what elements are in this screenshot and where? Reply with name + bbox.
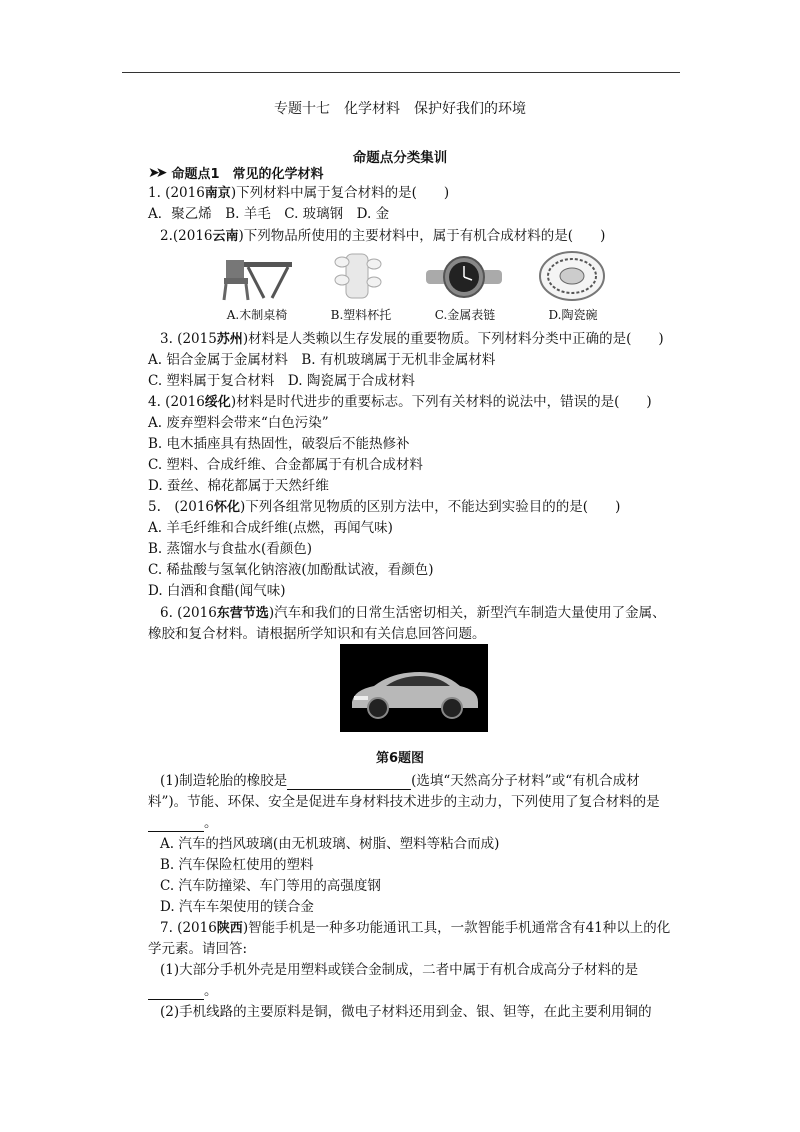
wooden-table-chair-icon: [216, 250, 296, 302]
page-title: 专题十七 化学材料 保护好我们的环境: [274, 101, 526, 117]
question-6-option: D. 汽车车架使用的镁合金: [160, 899, 314, 915]
question-4-stem: 4. (2016绥化)材料是时代进步的重要标志。下列有关材料的说法中，错误的是( ): [148, 394, 652, 410]
question-source: 怀化: [214, 500, 241, 515]
topic-point-heading: [148, 163, 324, 182]
double-chevron-icon: ➤➤: [148, 164, 164, 181]
question-source: 苏州: [216, 332, 243, 347]
question-7-sub1: (1)大部分手机外壳是用塑料或镁合金制成，二者中属于有机合成高分子材料的是: [160, 962, 639, 978]
question-7-stem-cont: 学元素。请回答:: [148, 941, 248, 957]
question-source: 云南: [212, 229, 239, 244]
question-4-option: B. 电木插座具有热固性，破裂后不能热修补: [148, 436, 410, 452]
figure-caption: A.木制桌椅: [226, 308, 288, 322]
question-6-stem: 6. (2016东营节选)汽车和我们的日常生活密切相关，新型汽车制造大量使用了金属、: [160, 605, 666, 621]
question-4-option: C. 塑料、合成纤维、合金都属于有机合成材料: [148, 457, 423, 473]
metal-watch-icon: [424, 250, 504, 302]
car-icon: [340, 644, 488, 732]
figure-caption: C.金属表链: [434, 308, 496, 322]
figure-caption: D.陶瓷碗: [548, 308, 598, 322]
question-1-options: A．聚乙烯 B. 羊毛 C. 玻璃钢 D. 金: [148, 206, 390, 222]
answer-blank[interactable]: [148, 817, 204, 832]
question-5-option: D. 白酒和食醋(闻气味): [148, 583, 286, 599]
figure-caption-q6: 第6题图: [375, 751, 425, 766]
question-1-stem: 1. (2016南京)下列材料中属于复合材料的是( ): [148, 185, 450, 201]
car-photo: [340, 644, 488, 732]
question-5-option: B. 蒸馏水与食盐水(看颜色): [148, 541, 313, 557]
question-7-stem: 7. (2016陕西)智能手机是一种多功能通讯工具，一款智能手机通常含有41种以上的化: [160, 920, 671, 936]
question-6-sub1: (1)制造轮胎的橡胶是 (选填“天然高分子材料”或“有机合成材: [160, 773, 640, 789]
question-6-sub1-cont: 料”)。节能、环保、安全是促进车身材料技术进步的主动力，下列使用了复合材料的是: [148, 794, 660, 810]
question-5-option: C. 稀盐酸与氢氧化钠溶液(加酚酞试液，看颜色): [148, 562, 434, 578]
option-a-figure: [212, 250, 300, 322]
question-6-option: B. 汽车保险杠使用的塑料: [160, 857, 314, 873]
question-source: 绥化: [204, 395, 231, 410]
question-6-option: A. 汽车的挡风玻璃(由无机玻璃、树脂、塑料等粘合而成): [160, 836, 500, 852]
question-6-option: C. 汽车防撞梁、车门等用的高强度钢: [160, 878, 381, 894]
figure-caption: B.塑料杯托: [330, 308, 392, 322]
question-6-stem-cont: 橡胶和复合材料。请根据所学知识和有关信息回答问题。: [148, 626, 486, 642]
option-b-figure: [316, 250, 404, 322]
question-3-option-row: A. 铝合金属于金属材料 B. 有机玻璃属于无机非金属材料: [148, 352, 496, 368]
topic-point-label: 命题点1 常见的化学材料: [171, 167, 324, 182]
question-2-figures: [212, 250, 612, 330]
question-6-sub1-blank-line: 。: [148, 814, 218, 832]
question-source: 南京: [204, 186, 231, 201]
question-5-option: A. 羊毛纤维和合成纤维(点燃，再闻气味): [148, 520, 393, 536]
question-7-sub2: (2)手机线路的主要原料是铜，微电子材料还用到金、银、钽等，在此主要利用铜的: [160, 1004, 652, 1020]
option-d-figure: [528, 250, 616, 322]
question-2-stem: 2.(2016云南)下列物品所使用的主要材料中，属于有机合成材料的是( ): [160, 228, 606, 244]
section-subtitle: 命题点分类集训: [352, 150, 448, 166]
answer-blank[interactable]: [148, 985, 204, 1000]
option-c-figure: [420, 250, 508, 322]
question-source: 东营节选: [216, 606, 269, 621]
header-rule: [122, 72, 680, 73]
question-3-option-row: C. 塑料属于复合材料 D. 陶瓷属于合成材料: [148, 373, 415, 389]
question-source: 陕西: [216, 921, 243, 936]
plastic-cup-holder-icon: [330, 250, 390, 302]
question-4-option: A. 废弃塑料会带来“白色污染”: [148, 415, 329, 431]
question-3-stem: 3. (2015苏州)材料是人类赖以生存发展的重要物质。下列材料分类中正确的是( ): [160, 331, 664, 347]
question-5-stem: 5. (2016怀化)下列各组常见物质的区别方法中，不能达到实验目的的是( ): [148, 499, 621, 515]
answer-blank[interactable]: [287, 775, 411, 790]
question-4-option: D. 蚕丝、棉花都属于天然纤维: [148, 478, 329, 494]
question-7-sub1-blank-line: 。: [148, 982, 218, 1000]
ceramic-bowl-icon: [537, 250, 607, 302]
